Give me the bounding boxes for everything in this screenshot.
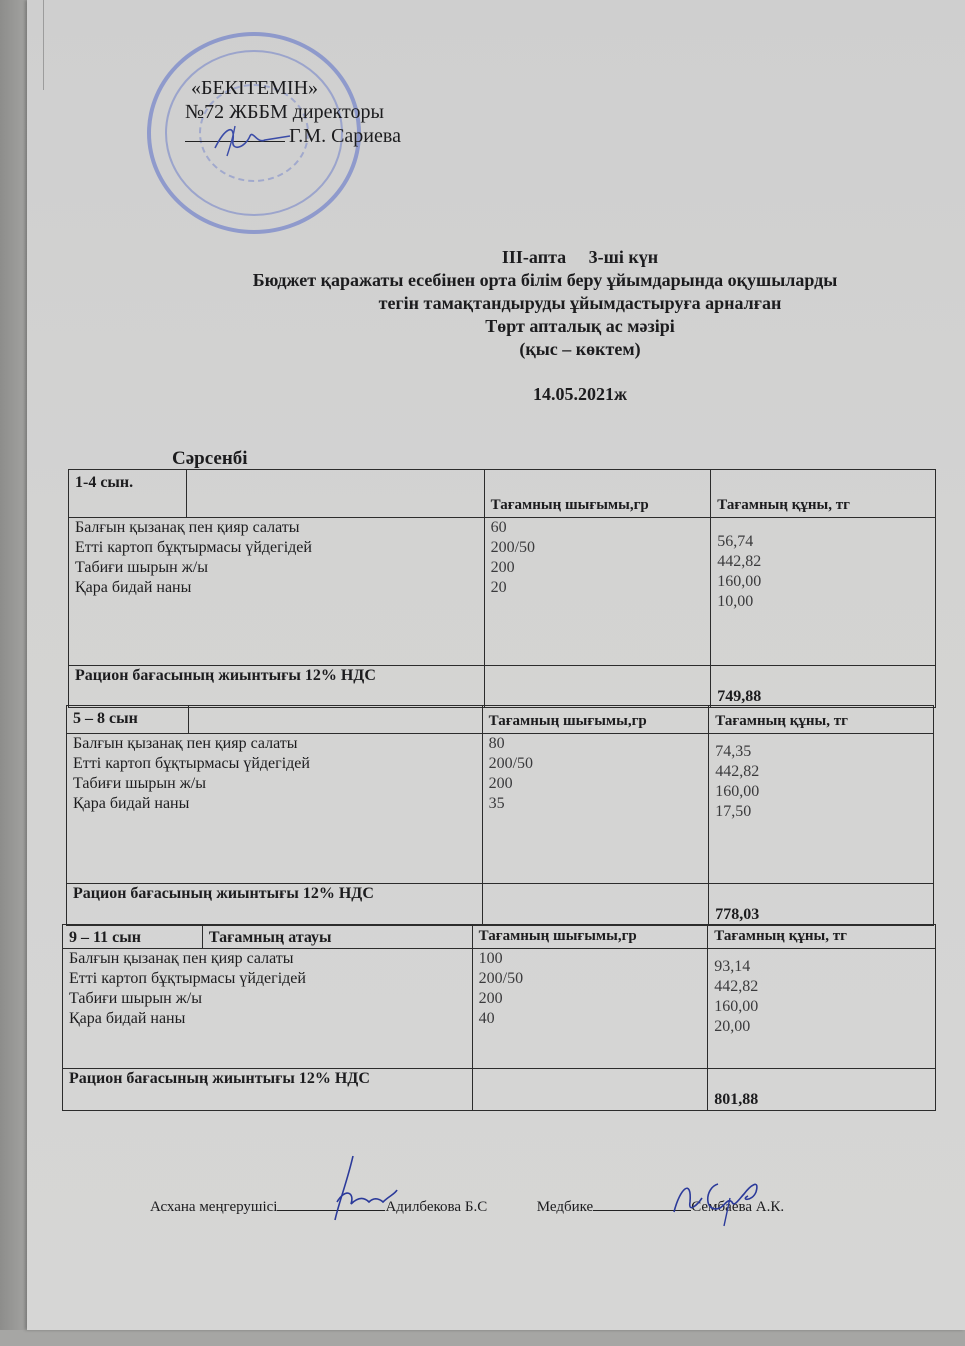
- price-value: 74,35: [715, 743, 752, 760]
- dish-item: Етті картоп бұқтырмасы үйдегідей: [73, 755, 310, 772]
- approval-block: [185, 76, 401, 148]
- yield-value: 200: [488, 775, 513, 792]
- dish-item: Балғын қызанақ пен қияр салаты: [73, 735, 298, 752]
- total-row: [67, 884, 934, 926]
- yield-value: 80: [488, 735, 505, 752]
- total-label: Рацион бағасының жиынтығы 12% НДС: [67, 884, 483, 926]
- yield-header: Тағамның шығымы,гр: [472, 925, 708, 949]
- empty-cell: [472, 1069, 708, 1111]
- dish-list: [63, 949, 473, 1069]
- menu-table-grades-9-11: [62, 924, 936, 1111]
- price-list: [711, 518, 936, 666]
- table-row: [67, 734, 934, 884]
- dish-item: Балғын қызанақ пен қияр салаты: [75, 519, 300, 536]
- approval-signature-line: [185, 124, 401, 148]
- day-name: Сәрсенбі: [172, 448, 248, 469]
- background-surface: [0, 0, 27, 1346]
- signature-underline: [185, 127, 285, 142]
- price-value: 17,50: [715, 803, 752, 820]
- yield-header: Тағамның шығымы,гр: [484, 470, 711, 518]
- price-value: 442,82: [717, 553, 762, 570]
- empty-cell: [484, 666, 711, 708]
- price-value: 442,82: [715, 763, 760, 780]
- dish-item: Табиғи шырын ж/ы: [73, 775, 206, 792]
- approval-position: №72 ЖББМ директоры: [185, 101, 384, 123]
- table-header-row: [63, 925, 936, 949]
- canteen-name: Адилбекова Б.С: [385, 1199, 488, 1215]
- heading-line-3: Төрт апталық ас мәзірі: [485, 316, 675, 336]
- yield-list: [484, 518, 711, 666]
- price-value: 160,00: [714, 998, 759, 1015]
- dish-name-header: [186, 470, 484, 518]
- yield-value: 100: [478, 950, 503, 967]
- price-list: [708, 949, 936, 1069]
- dish-item: Қара бидай наны: [73, 795, 190, 812]
- approval-name: Г.М. Сариева: [289, 125, 401, 147]
- document-date: 14.05.2021ж: [532, 384, 628, 404]
- dish-item: Қара бидай наны: [69, 1010, 186, 1027]
- menu-table-grades-1-4: [68, 469, 936, 708]
- class-label: 9 – 11 сын: [63, 925, 203, 949]
- price-value: 56,74: [717, 533, 754, 550]
- empty-cell: [482, 884, 709, 926]
- total-label: Рацион бағасының жиынтығы 12% НДС: [63, 1069, 473, 1111]
- total-row: [69, 666, 936, 708]
- total-value: 778,03: [709, 884, 934, 926]
- dish-item: Етті картоп бұқтырмасы үйдегідей: [69, 970, 306, 987]
- yield-value: 200/50: [478, 970, 524, 987]
- yield-value: 200/50: [490, 539, 536, 556]
- total-label: Рацион бағасының жиынтығы 12% НДС: [69, 666, 485, 708]
- yield-value: 200: [478, 990, 503, 1007]
- approval-title: «БЕКІТЕМІН»: [191, 77, 319, 99]
- season-label: (қыс – көктем): [519, 339, 641, 359]
- yield-header: Тағамның шығымы,гр: [482, 706, 709, 734]
- price-header: Тағамның құны, тг: [711, 470, 936, 518]
- price-list: [709, 734, 934, 884]
- signature-footer: [150, 1196, 784, 1216]
- price-value: 20,00: [714, 1018, 751, 1035]
- table-row: [69, 518, 936, 666]
- week-day-label: ІІІ-апта 3-ші күн: [501, 247, 659, 267]
- dish-item: Табиғи шырын ж/ы: [75, 559, 208, 576]
- yield-value: 20: [490, 579, 507, 596]
- yield-value: 35: [488, 795, 505, 812]
- table-row: [63, 949, 936, 1069]
- dish-item: Қара бидай наны: [75, 579, 192, 596]
- yield-value: 60: [490, 519, 507, 536]
- yield-value: 40: [478, 1010, 495, 1027]
- dish-list: [69, 518, 485, 666]
- document-heading: [170, 246, 930, 406]
- table-header-row: [69, 470, 936, 518]
- price-value: 442,82: [714, 978, 759, 995]
- yield-list: [472, 949, 708, 1069]
- yield-value: 200/50: [488, 755, 534, 772]
- total-row: [63, 1069, 936, 1111]
- dish-item: Балғын қызанақ пен қияр салаты: [69, 950, 294, 967]
- dish-item: Табиғи шырын ж/ы: [69, 990, 202, 1007]
- nurse-name: Сембаева А.К.: [691, 1199, 785, 1215]
- menu-table-grades-5-8: [66, 705, 934, 926]
- heading-line-1: Бюджет қаражаты есебінен орта білім беру ұйымдарында оқушыларды: [252, 270, 838, 290]
- price-value: 160,00: [717, 573, 762, 590]
- price-value: 160,00: [715, 783, 760, 800]
- class-label: 5 – 8 сын: [67, 706, 189, 734]
- canteen-signature-line: [277, 1196, 385, 1211]
- canteen-role: Асхана меңгерушісі: [150, 1199, 278, 1215]
- price-value: 93,14: [714, 958, 751, 975]
- dish-name-header: [188, 706, 482, 734]
- page-fold-line: [43, 0, 44, 90]
- dish-item: Етті картоп бұқтырмасы үйдегідей: [75, 539, 312, 556]
- price-header: Тағамның құны, тг: [708, 925, 936, 949]
- yield-value: 200: [490, 559, 515, 576]
- nurse-signature-line: [593, 1196, 691, 1211]
- heading-line-2: тегін тамақтандыруды ұйымдастыруға арналған: [378, 293, 782, 313]
- total-value: 801,88: [708, 1069, 936, 1111]
- table-header-row: [67, 706, 934, 734]
- dish-name-header: Тағамның атауы: [202, 925, 472, 949]
- total-value: 749,88: [711, 666, 936, 708]
- price-value: 10,00: [717, 593, 754, 610]
- nurse-role: Медбике: [536, 1199, 594, 1215]
- price-header: Тағамның құны, тг: [709, 706, 934, 734]
- yield-list: [482, 734, 709, 884]
- class-label: 1-4 сын.: [69, 470, 187, 518]
- dish-list: [67, 734, 483, 884]
- background-surface-bottom: [0, 1330, 965, 1346]
